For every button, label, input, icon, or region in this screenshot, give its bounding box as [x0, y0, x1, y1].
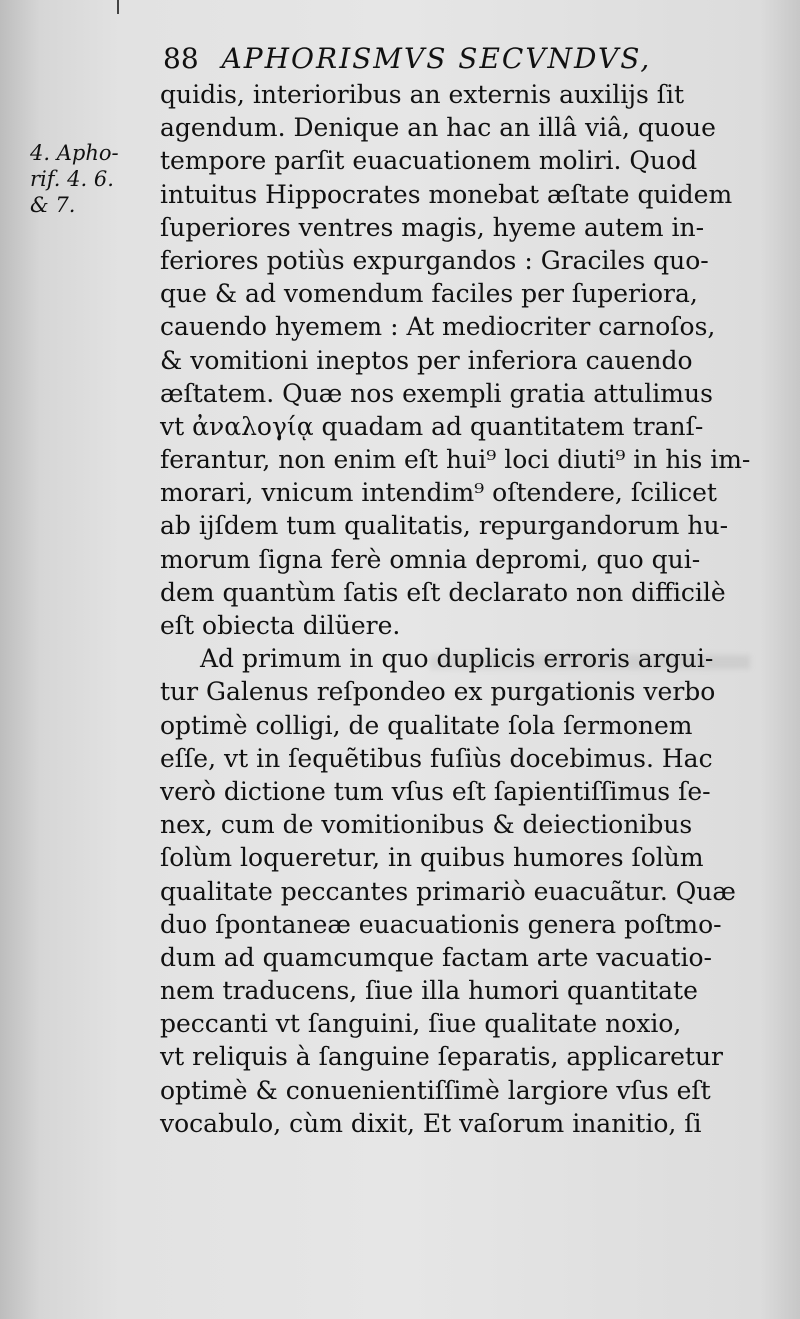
text-line: ab ijſdem tum qualitatis, repurgandorum hu-: [160, 511, 729, 541]
text-line: optimè colligi, de qualitate ſola ſermonem: [160, 710, 693, 740]
text-line: verò dictione tum vſus eſt ſapientiſſimus ſe-: [160, 776, 711, 806]
paragraph-start-line: Ad primum in quo duplicis erroris argui-: [200, 644, 714, 674]
text-line: dum ad quamcumque factam arte vacuatio-: [160, 942, 712, 972]
text-line: vt ἀναλογίᾳ quadam ad quantitatem tranſ-: [160, 411, 704, 441]
text-line: agendum. Denique an hac an illâ viâ, quoue: [160, 113, 716, 143]
text-line: que & ad vomendum faciles per ſuperiora,: [160, 279, 698, 309]
text-line: eſt obiecta dilüere.: [160, 611, 401, 640]
text-line: peccanti vt ſanguini, ſiue qualitate noxio,: [160, 1009, 682, 1039]
text-line: & vomitioni ineptos per inferiora cauendo: [160, 345, 693, 375]
text-line: optimè & conuenientiſſimè largiore vſus eſt: [160, 1075, 711, 1105]
text-line: nex, cum de vomitionibus & deiectionibus: [160, 810, 693, 840]
text-line: nem traducens, ſiue illa humori quantitate: [160, 976, 698, 1006]
text-line: vocabulo, cùm dixit, Et vaſorum inanitio, ſi: [160, 1108, 702, 1138]
text-line: quidis, interioribus an externis auxilijs ſit: [160, 80, 685, 109]
text-line: qualitate peccantes primariò euacuãtur. Quæ: [160, 876, 736, 906]
text-line: vt reliquis à ſanguine ſeparatis, applicaretur: [160, 1042, 724, 1072]
margin-note: 4. Apho- rif. 4. 6. & 7.: [30, 141, 119, 217]
text-line: ſuperiores ventres magis, hyeme autem in-: [160, 212, 705, 242]
text-line: tempore parſit euacuationem moliri. Quod: [160, 146, 698, 176]
body-text: [160, 78, 772, 1140]
text-line: tur Galenus reſpondeo ex purgationis verbo: [160, 677, 716, 707]
text-line: ſolùm loqueretur, in quibus humores ſolùm: [160, 843, 704, 873]
text-line: morari, vnicum intendim⁹ oſtendere, ſcilicet: [160, 478, 717, 508]
text-line: æſtatem. Quæ nos exempli gratia attulimus: [160, 378, 713, 408]
scan-mark: [117, 0, 119, 14]
text-line: ferantur, non enim eſt hui⁹ loci diuti⁹ in his im-: [160, 445, 751, 475]
text-line: dem quantùm ſatis eſt declarato non difficilè: [160, 577, 726, 607]
text-line: duo ſpontaneæ euacuationis genera poſtmo-: [160, 909, 722, 939]
text-line: eſſe, vt in ſequẽtibus fuſiùs docebimus. Hac: [160, 743, 713, 773]
text-line: intuitus Hippocrates monebat æſtate quidem: [160, 179, 733, 209]
page-header: [163, 42, 651, 75]
text-line: morum ſigna ferè omnia depromi, quo qui-: [160, 544, 701, 574]
text-line: cauendo hyemem : At mediocriter carnoſos,: [160, 312, 716, 342]
text-line: feriores potiùs expurgandos : Graciles quo-: [160, 245, 709, 275]
running-title: APHORISMVS SECVNDVS,: [221, 42, 652, 75]
page-number: 88: [163, 42, 199, 75]
